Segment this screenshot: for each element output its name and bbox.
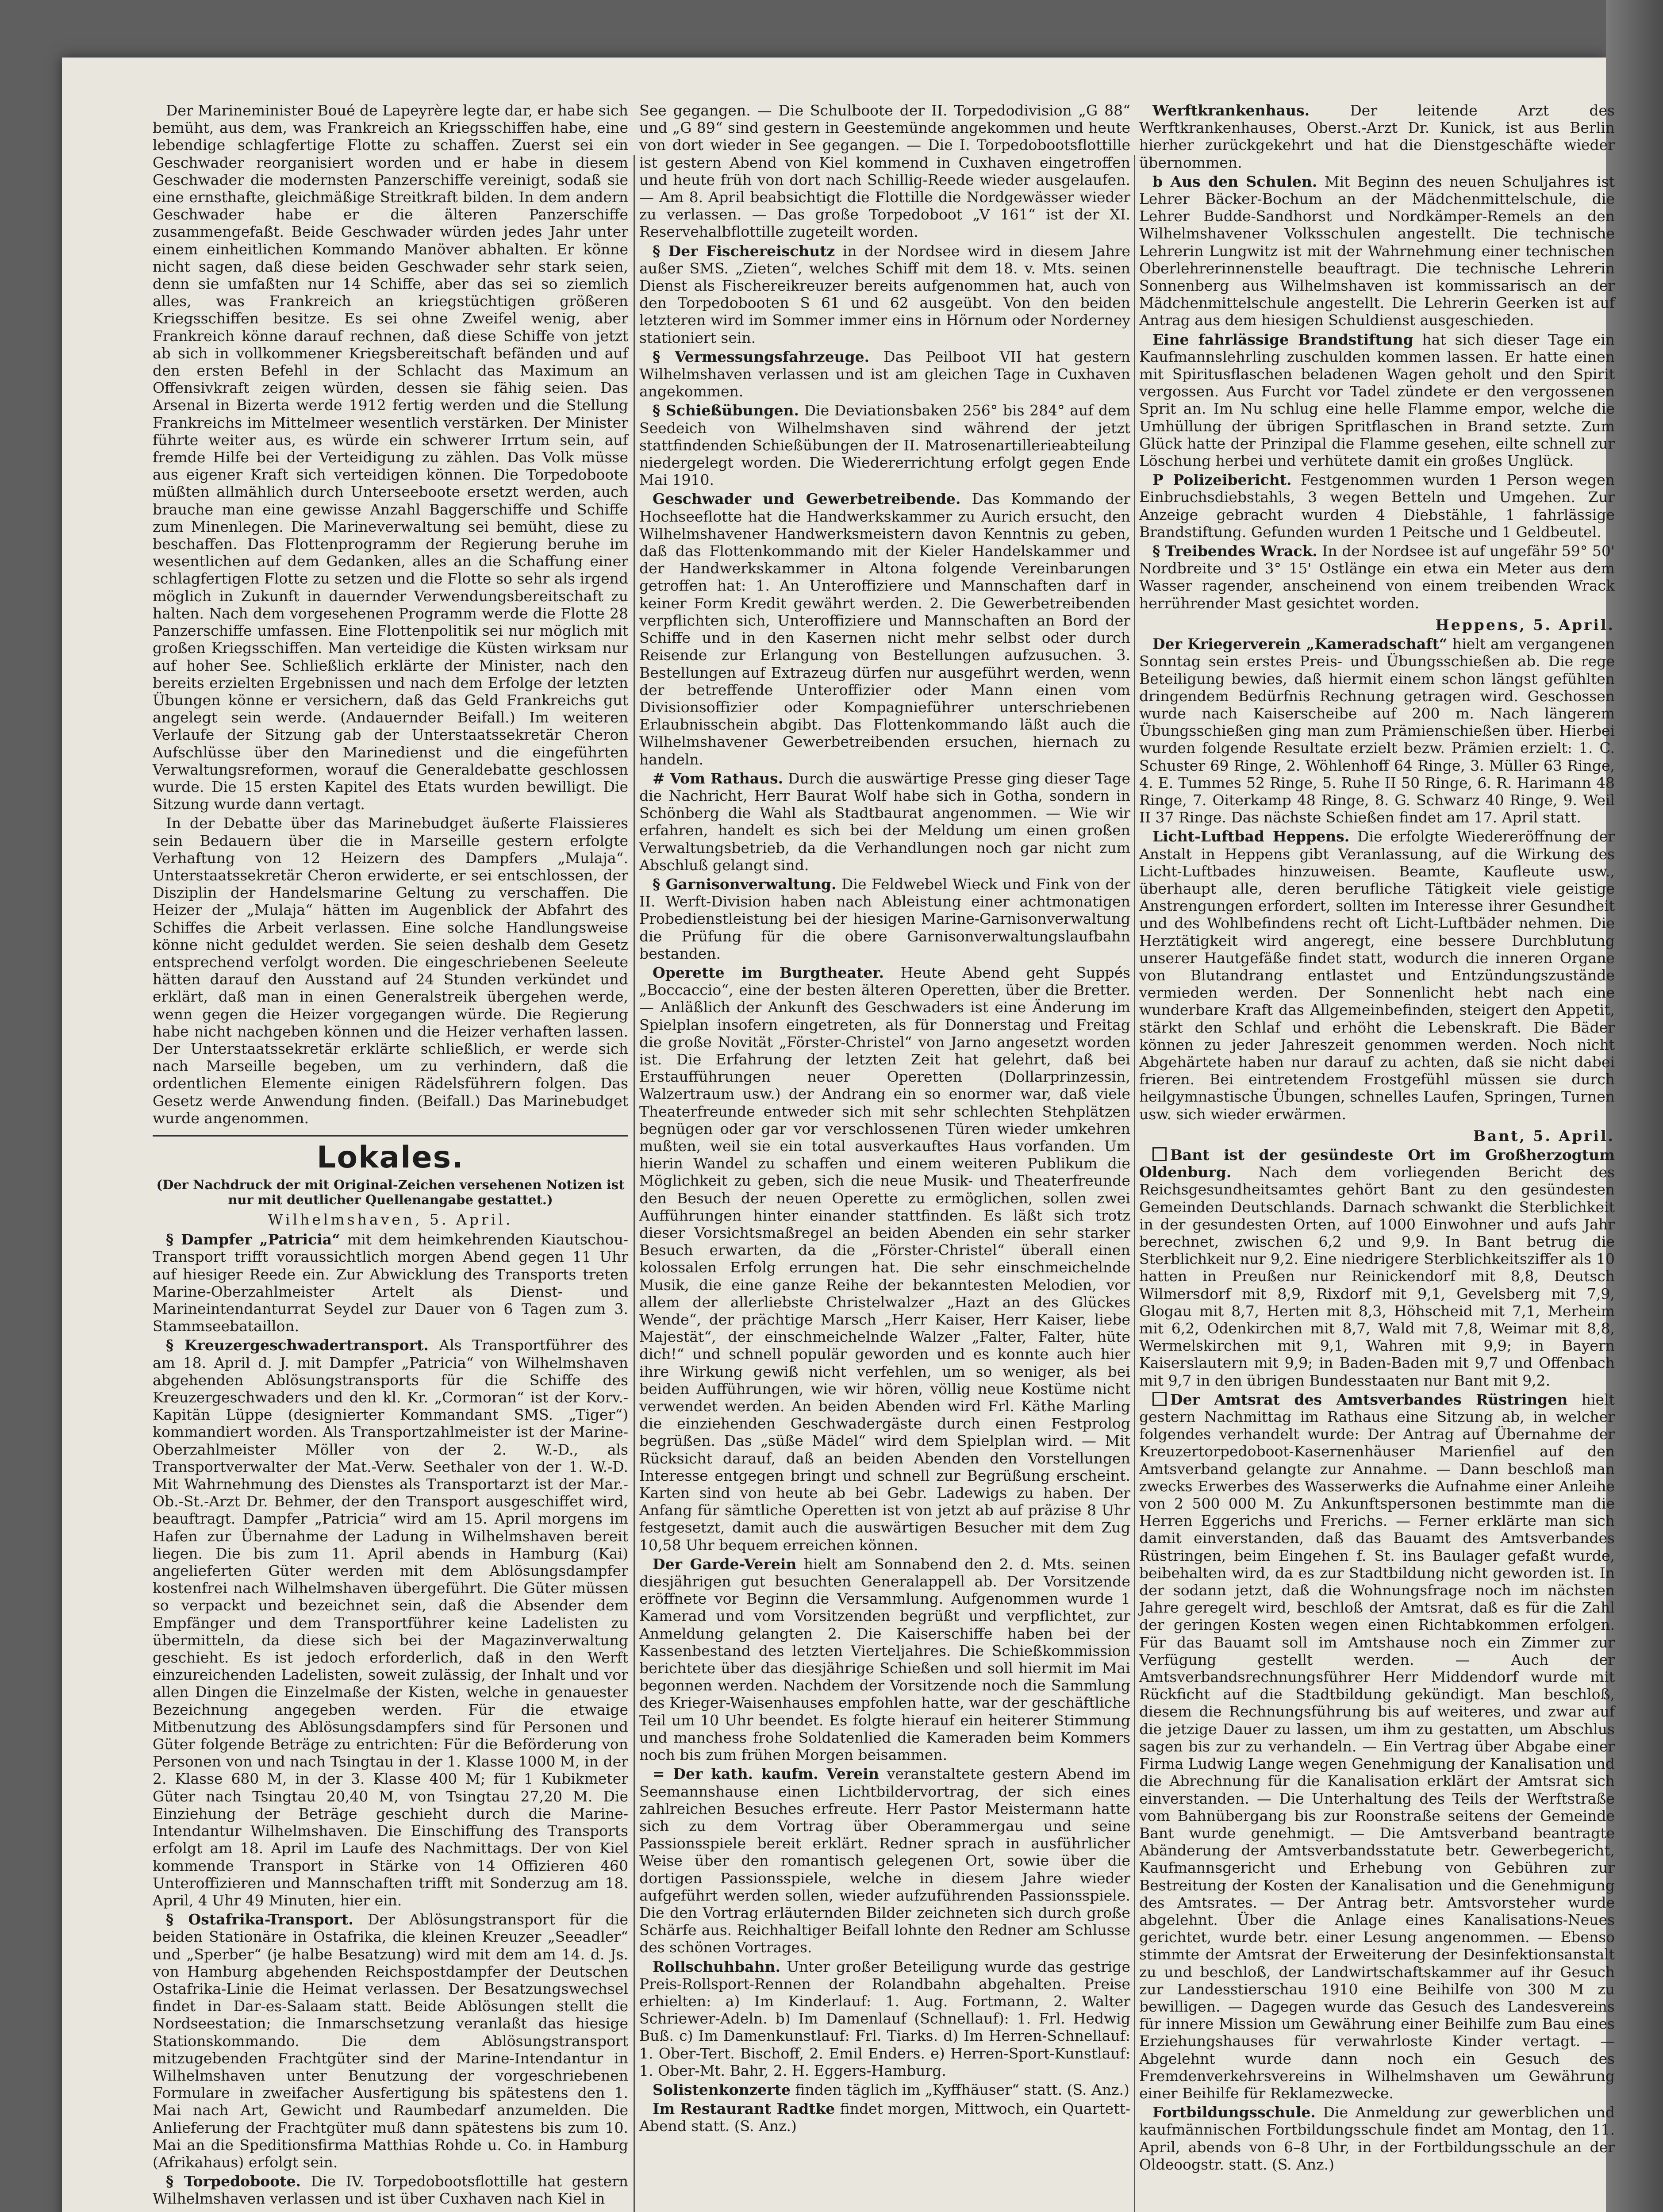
article	[639, 1958, 1130, 2079]
article-heading: = Der kath. kaufm. Verein	[653, 1765, 879, 1783]
article	[639, 964, 1130, 1554]
article-text: Unter großer Beteiligung wurde das gestrige Preis-Rollsport-Rennen der Rolandbahn abgehalten. Preise erhielten: a) Im Kinderlauf: 1. Aug. Fortmann, 2. Walter Schriewer-Adeln. b) Im Damenlauf (Schnellauf): 1. Frl. Hedwig Buß. c) Im Damenkunstlauf: Frl. Tiarks. d) Im Herren-Schnellauf: 1. Ober-Tert. Bischoff, 2. Emil Enders. e) Herren-Sport-Kunstlauf: 1. Ober-Mt. Bahr, 2. H. Eggers-Hamburg.	[639, 1958, 1130, 2079]
article-text: Die IV. Torpedobootsflottille hat gestern Wilhelmshaven verlassen und ist über Cuxhaven nach Kiel in	[153, 2173, 628, 2208]
article-heading: Rollschuhbahn.	[653, 1958, 781, 1975]
box-mark-icon	[1152, 1392, 1167, 1406]
article-heading: P Polizeibericht.	[1152, 471, 1292, 489]
article-text: finden täglich im „Kyffhäuser“ statt. (S. Anz.)	[795, 2081, 1129, 2098]
article-heading: Licht-Luftbad Heppens.	[1152, 828, 1350, 845]
article	[1139, 635, 1615, 826]
article	[639, 1765, 1130, 1956]
article-text: See gegangen. — Die Schulboote der II. Torpedodivision „G 88“ und „G 89“ sind gestern in Geestemünde angekommen und heute von dort wieder in See gegangen. — Die I. Torpedobootsflottille ist gestern Abend von Kiel kommend in Cuxhaven eingetroffen und heute früh von dort nach Schillig-Reede wieder ausgelaufen. — Am 8. April beabsichtigt die Flottille die Nordgewässer wieder zu verlassen. — Das große Torpedoboot „V 161“ ist der XI. Reservehalbflottille zugeteilt worden.	[639, 102, 1130, 241]
article-heading: Werftkrankenhaus.	[1152, 102, 1310, 119]
article-text: hielt am vergangenen Sonntag sein erstes Preis- und Übungsschießen ab. Die rege Beteiligung bewies, daß hiermit einem schon längst gefühlten dringendem Bedürfnis Rechnung getragen wird. Geschossen wurde nach Kaiserscheibe auf 200 m. Nach längerem Übungsschießen ging man zum Prämienschießen über. Hierbei wurden folgende Resultate erzielt bezw. Prämien erzielt: 1. C. Schuster 69 Ringe, 2. Wöhlenhoff 64 Ringe, 3. Müller 63 Ringe, 4. E. Tummes 52 Ringe, 5. Ruhe II 50 Ringe, 6. R. Harimann 48 Ringe, 7. Oiterkamp 48 Ringe, 8. G. Schwarz 40 Ringe, 9. Weil II 37 Ringe. Das nächste Schießen findet am 17. April statt.	[1139, 635, 1615, 826]
article-text: Mit Beginn des neuen Schuljahres ist Lehrer Bäcker-Bochum an der Mädchenmittelschule, die Lehrer Budde-Sandhorst und Nordkämper-Remels an den Wilhelmshavener Volksschulen angestellt. Die technische Lehrerin Lungwitz ist mit der Wahrnehmung einer technischen Oberlehrerinnenstelle beauftragt. Die technische Lehrerin Sonnenberg aus Wilhelmshaven ist kommissarisch an der Mädchenmittelschule angestellt. Die Lehrerin Geerken ist auf Antrag aus dem hiesigen Schuldienst ausgeschieden.	[1139, 173, 1615, 329]
article	[153, 2173, 628, 2207]
article-heading: § Ostafrika-Transport.	[166, 1911, 353, 1928]
article-heading: Fortbildungsschule.	[1152, 2104, 1316, 2121]
article-paragraph: Der Marineminister Boué de Lapeyrère legte dar, er habe sich bemüht, aus dem, was Frankreich an Kriegsschiffen habe, eine lebendige schlagfertige Flotte zu schaffen. Zuerst sei ein Geschwader reorganisiert worden und er habe in diesem Geschwader die modernsten Panzerschiffe vereinigt, sodaß sie eine ernsthafte, gleichmäßige Streitkraft bilden. In dem andern Geschwader habe er die älteren Panzerschiffe zusammengefaßt. Beide Geschwader würden jedes Jahr unter einem einheitlichen Kommando Manöver abhalten. Er könne nicht sagen, daß diese beiden Geschwader sehr stark seien, denn sie umfaßten nur 14 Schiffe, aber das sei so ziemlich alles, was Frankreich an kriegstüchtigen größeren Kriegsschiffen besitze. Es sei ohne Zweifel wenig, aber Frankreich könne darauf rechnen, daß diese Schiffe von jetzt ab sich in vollkommener Kriegsbereitschaft befänden und auf den ersten Befehl in der Schlacht das Maximum an Offensivkraft zeigen würden, dessen sie fähig seien. Das Arsenal in Bizerta werde 1912 fertig werden und die Stellung Frankreichs im Mittelmeer wesentlich verstärken. Der Minister führte weiter aus, es würde ein schwerer Irrtum sein, auf fremde Hilfe bei der Verteidigung zu zählen. Das Volk müsse aus eigener Kraft sich verteidigen können. Die Torpedoboote müßten allmählich durch Unterseeboote ersetzt werden, auch brauche man eine gewisse Anzahl Baggerschiffe und Schiffe zum Minenlegen. Die Marineverwaltung sei bemüht, diese zu beschaffen. Das Flottenprogramm der Regierung beruhe im wesentlichen auf dem Gedanken, alles an die Schaffung einer schlagfertigen Flotte zu setzen und die Flotte so sehr als irgend möglich in Zukunft in dauernder Verwendungsbereitschaft zu halten. Nach dem vorgesehenen Programm werde die Flotte 28 Panzerschiffe umfassen. Eine Flottenpolitik sei nur möglich mit großen Kriegsschiffen. Man verteidige die Küsten wirksam nur auf hoher See. Schließlich erklärte der Minister, nach den bereits erzielten Ergebnissen und nach dem Erfolge der letzten Übungen könne er versichern, daß das Geld Frankreichs gut angelegt sein werde. (Andauernder Beifall.) Im weiteren Verlaufe der Sitzung gab der Unterstaatssekretär Cheron Aufschlüsse über den Marinedienst und die eingeführten Verwaltungsreformen, worauf die Generaldebatte geschlossen wurde. Die 15 ersten Kapitel des Etats wurden bewilligt. Die Sitzung wurde dann vertagt.	[153, 102, 628, 813]
article	[639, 348, 1130, 400]
article	[1139, 828, 1615, 1122]
article-text: veranstaltete gestern Abend im Seemannshause einen Lichtbildervortrag, der sich eines zahlreichen Besuches erfreute. Herr Pastor Meistermann hatte sich zu dem Vortrag über Oberammergau und seine Passionsspiele bereit erklärt. Redner sprach in ausführlicher Weise über den romantisch gelegenen Ort, sowie über die dortigen Passionsspiele, welche in diesem Jahre wieder aufgeführt werden sollen, wieder aufzuführenden Passionsspiele. Die den Vortrag erläuternden Bilder zeichneten sich durch große Schärfe aus. Reichhaltiger Beifall lohnte den Redner am Schlusse des schönen Vortrages.	[639, 1765, 1130, 1956]
article-text: Das Peilboot VII hat gestern Wilhelmshaven verlassen und ist am gleichen Tage in Cuxhaven angekommen.	[639, 348, 1131, 400]
article	[1139, 1146, 1615, 1389]
article	[1139, 1391, 1615, 2102]
article-text: Das Kommando der Hochseeflotte hat die Handwerkskammer zu Aurich ersucht, den Wilhelmshavener Handwerksmeistern davon Kenntnis zu geben, daß das Flottenkommando mit der Kieler Handelskammer und der Handwerkskammer in Altona folgende Vereinbarungen getroffen hat: 1. An Unteroffiziere und Mannschaften darf in keiner Form Kredit gewährt werden. 2. Die Gewerbetreibenden verpflichten sich, Unteroffiziere und Mannschaften an Bord der Schiffe und in den Kasernen nicht mehr selbst oder durch Reisende zur Erlangung von Bestellungen aufzusuchen. 3. Bestellungen auf Extrazeug dürfen nur ausgeführt werden, wenn der betreffende Unteroffizier oder Mann einen vom Divisionsoffizier oder Kompagnieführer unterschriebenen Erlaubnisschein abgibt. Das Flottenkommando läßt auch die Wilhelmshavener Gewerbetreibenden ersuchen, hiernach zu handeln.	[639, 490, 1130, 768]
article-heading: Operette im Burgtheater.	[653, 964, 884, 981]
dateline: Wilhelmshaven, 5. April.	[268, 1210, 513, 1228]
article-heading: § Dampfer „Patricia“	[166, 1231, 341, 1248]
article-text: in der Nordsee wird in diesem Jahre außer SMS. „Zieten“, welches Schiff mit dem 18. v. Mts. seinen Dienst als Fischereikreuzer bereits aufgenommen hat, auch von den Torpedobooten S 61 und 62 ausgeübt. Von den beiden letzteren wird im Sommer immer eins in Hörnum oder Norderney stationiert sein.	[639, 242, 1130, 346]
article-text: Die Deviationsbaken 256° bis 284° auf dem Seedeich von Wilhelmshaven sind während der jetzt stattfindenden Schießübungen der II. Matrosenartillerieabteilung niedergelegt worden. Die Wiedererrichtung erfolgt gegen Ende Mai 1910.	[639, 402, 1130, 489]
article-heading: Eine fahrlässige Brandstiftung	[1152, 330, 1413, 348]
article	[639, 770, 1130, 874]
article-text: hielt am Sonnabend den 2. d. Mts. seinen diesjährigen gut besuchten Generalappell ab. Der Vorsitzende eröffnete vor Beginn die Versammlung. Aufgenommen wurde 1 Kamerad und vom Vorsitzenden begrüßt und verpflichtet, zur Anmeldung gelangten 2. Die Kaiserschiffe haben bei der Kassenbestand des letzten Vierteljahres. Die Schießkommission berichtete über das diesjährige Schießen und soll hiermit im Mai begonnen werden. Nachdem der Vorsitzende noch die Sammlung des Krieger-Waisenhauses empfohlen hatte, war der geschäftliche Teil um 10 Uhr beendet. Es folgte hierauf ein heiterer Stimmung und manchess frohe Soldatenlied die Kameraden beim Kommers noch bis zum frühen Morgen beisammen.	[639, 1555, 1130, 1764]
article-text: Festgenommen wurden 1 Person wegen Einbruchsdiebstahls, 3 wegen Betteln und Umgehen. Zur Anzeige gebracht wurden 4 Diebstähle, 1 fahrlässige Brandstiftung. Gefunden wurden 1 Peitsche und 1 Geldbeutel.	[1139, 471, 1615, 541]
article-text: Die Feldwebel Wieck und Fink von der II. Werft-Division haben nach Ableistung einer achtmonatigen Probedienstleistung bei der hiesigen Marine-Garnisonverwaltung die Prüfung für die obere Garnisonverwaltungslaufbahn bestanden.	[639, 875, 1130, 962]
article	[1139, 542, 1615, 612]
article	[639, 2081, 1130, 2098]
article-text: Der leitende Arzt des Werftkrankenhauses, Oberst.-Arzt Dr. Kunick, ist aus Berlin hierher zurückgekehrt und hat die Dienstgeschäfte wieder übernommen.	[1139, 102, 1615, 171]
column-rule	[1134, 155, 1135, 2212]
article	[1139, 173, 1615, 329]
article	[1139, 2104, 1615, 2173]
article-heading: Solistenkonzerte	[653, 2081, 791, 2098]
column-middle	[639, 102, 1130, 2137]
article	[153, 1231, 628, 1335]
dateline: Bant, 5. April.	[1473, 1127, 1615, 1144]
article-text: Nach dem vorliegenden Bericht des Reichsgesundheitsamtes gehört Bant zu den gesündesten Gemeinden Deutschlands. Darnach schwankt die Sterblichkeit in der gesundesten Orten, auf 1000 Einwohner und aufs Jahr berechnet, zwischen 6,2 und 9,9. In Bant betrug die Sterblichkeit nur 9,2. Eine niedrigere Sterblichkeitsziffer als 10 hatten in Preußen nur Reinickendorf mit 8,8, Deutsch Wilmersdorf mit 8,9, Rixdorf mit 9,1, Gevelsberg mit 7,9, Glogau mit 8,7, Herten mit 8,3, Höhscheid mit 7,1, Merheim mit 6,2, Odenkirchen mit 8,7, Wald mit 7,8, Weimar mit 8,8, Wermelskirchen mit 9,1, Wahren mit 9,9; in Bayern Kaiserslautern mit 9,9; in Baden-Baden mit 9,7 und Offenbach mit 9,7 in den übrigen Bundesstaaten nur Bant mit 9,2.	[1139, 1164, 1615, 1389]
dateline: Heppens, 5. April.	[1435, 616, 1615, 634]
article-heading: § Schießübungen.	[653, 402, 799, 419]
article	[1139, 102, 1615, 171]
article-text: In der Nordsee ist auf ungefähr 59° 50' Nordbreite und 3° 15' Ostlänge ein etwa ein Meter aus dem Wasser ragender, anscheinend von einem treibenden Wrack herrührender Mast gesichtet worden.	[1139, 542, 1615, 612]
section-title: Lokales.	[317, 1140, 464, 1175]
article-heading: b Aus den Schulen.	[1152, 173, 1317, 190]
article-heading: § Kreuzergeschwadertransport.	[166, 1336, 429, 1354]
article-text: hielt gestern Nachmittag im Rathaus eine Sitzung ab, in welcher folgendes verhandelt wurde: Der Antrag auf Übernahme der Kreuzertorpedoboot-Kasernenhäuser Marienfiel auf den Amtsverband gelangte zur Annahme. — Dann beschloß man zwecks Erwerbes des Wasserwerks die Aufnahme einer Anleihe von 2 500 000 M. Zu Ankunftspersonen bestimmte man die Herren Eggerichs und Frerichs. — Ferner erklärte man sich damit einverstanden, daß das Bauamt des Amtsverbandes Rüstringen, beim Eingehen f. St. ins Baulager gefaßt wurde, beibehalten wird, da es zur Stadtbildung nicht geworden ist. In der sodann jetzt, daß die Wohnungsfrage noch im nächsten Jahre geregelt wird, beschloß der Amtsrat, daß es für die Zahl der geringen Kosten wegen einen Richtabkommen erfolgen. Für das Bauamt soll im Amtshause noch ein Zimmer zur Verfügung gestellt werden. — Auch der Amtsverbandsrechnungsführer Herr Middendorf wurde mit Rückficht auf die Stadtbildung gekündigt. Man beschloß, diesem die Rechnungsführung bis auf weiteres, und zwar auf die jetzige Dauer zu lassen, um ihm zu gestatten, um Abschlus sagen bis zur zu verhandeln. — Ein Vertrag über Abgabe einer Firma Ludwig Lange wegen Genehmigung der Kanalisation und die Abrechnung für die Kanalisation erklärt der Amtsrat sich einverstanden. — Die Unterhaltung des Teils der Werftstraße vom Bahnübergang bis zur Roonstraße seitens der Gemeinde Bant wurde genehmigt. — Die Amtsverband beantragte Abänderung der Amtsverbandsstatute betr. Gewerbegericht, Kaufmannsgericht und Erhebung von Gebühren zur Bestreitung der Kosten der Kanalisation und die Genehmigung des Amtsrates. — Der Antrag betr. Amtsvorsteher wurde abgelehnt. Über die Anlage eines Kanalisations-Neues gerichtet, wurde betr. einer Lesung angenommen. — Ebenso stimmte der Amtsrat der Erweiterung der Desinfektionsanstalt zu und beschloß, der Landwirtschaftskammer auf ihr Gesuch zur Landesstierschau 1910 eine Beihilfe von 300 M zu bewilligen. — Dagegen wurde das Gesuch des Landesvereins für innere Mission um Gewährung einer Beihilfe zum Bau eines Erziehungshauses für verwahrloste Kinder vertagt. — Abgelehnt wurde dann noch ein Gesuch des Fremdenverkehrsvereins in Wilhelmshaven um Gewährung einer Beihilfe für Reklamezwecke.	[1139, 1390, 1615, 2102]
article	[639, 102, 1130, 241]
article-heading: § Vermessungsfahrzeuge.	[653, 348, 870, 365]
article-text: findet morgen, Mittwoch, ein Quartett-Abend statt. (S. Anz.)	[639, 2100, 1131, 2135]
column-right	[1139, 102, 1615, 2175]
article	[639, 242, 1130, 346]
article-heading: Der Amtsrat des Amtsverbandes Rüstringen	[1170, 1390, 1568, 1408]
article-text: Die erfolgte Wiedereröffnung der Anstalt in Heppens gibt Veranlassung, auf die Wirkung des Licht-Luftbades hinzuweisen. Beamte, Kaufleute usw., überhaupt alle, deren berufliche Tätigkeit viele geistige Anstrengungen erfordert, sollten im Interesse ihrer Gesundheit und des Wohlbefindens recht oft Licht-Luftbäder nehmen. Die Herztätigkeit wird angeregt, eine bessere Durchblutung unserer Hautgefäße findet statt, wodurch die inneren Organe von Blutandrang entlastet und Entzündungszustände vermieden werden. Der Sonnenlicht hebt nach eine wunderbare Kraft das Allgemeinbefinden, steigert den Appetit, stärkt den Schlaf und erhöht die Lebenskraft. Die Bäder können zu jeder Jahreszeit genommen werden. Noch nicht Abgehärtete haben nur darauf zu achten, daß sie nicht dabei frieren. Bei eintretendem Frostgefühl müssen sie durch heilgymnastische Übungen, schnelles Laufen, Springen, Turnen usw. sich wieder erwärmen.	[1139, 828, 1615, 1123]
article-heading: Im Restaurant Radtke	[653, 2100, 835, 2118]
article	[639, 2100, 1130, 2135]
article	[1139, 331, 1615, 470]
article-heading: Der Garde-Verein	[653, 1555, 797, 1573]
article	[153, 1336, 628, 1909]
article-text: mit dem heimkehrenden Kiautschou-Transport trifft voraussichtlich morgen Abend gegen 11 Uhr auf hiesiger Reede ein. Zur Abwicklung des Transports treten Marine-Oberzahlmeister Artelt als Dienst- und Marineintendanturrat Seydel zur Dauer von 6 Tagen zum 3. Stammseebataillon.	[153, 1231, 628, 1335]
article-heading: # Vom Rathaus.	[653, 769, 783, 787]
article	[1139, 471, 1615, 541]
column-rule	[634, 155, 635, 2212]
article-heading: § Der Fischereischutz	[653, 242, 835, 260]
article-heading: § Torpedoboote.	[166, 2173, 301, 2190]
article	[639, 490, 1130, 768]
article-heading: Der Kriegerverein „Kameradschaft“	[1152, 635, 1448, 653]
article-text: Durch die auswärtige Presse ging dieser Tage die Nachricht, Herr Baurat Wolf habe sich in Gotha, sondern in Schönberg die Wahl als Stadtbaurat angenommen. — Wie wir erfahren, handelt es sich bei der Meldung um einen großen Verwaltungsbetrieb, da die Verhandlungen noch gar nicht zum Abschluß gelangt sind.	[639, 769, 1131, 874]
article	[153, 1911, 628, 2171]
article-heading: § Treibendes Wrack.	[1152, 542, 1317, 560]
article-heading: § Garnisonverwaltung.	[653, 875, 837, 893]
box-mark-icon	[1152, 1147, 1167, 1161]
article-text: Heute Abend geht Suppés „Boccaccio“, eine der besten älteren Operetten, über die Bretter. — Anläßlich der Ankunft des Geschwaders ist eine Änderung im Spielplan insofern eingetreten, als für Donnerstag und Freitag die große Novität „Förster-Christel“ von Jarno angesetzt worden ist. Die Erfahrung der letzten Zeit hat gelehrt, daß bei Erstaufführungen neuer Operetten (Dollarprinzessin, Walzertraum usw.) der Andrang ein so enormer war, daß viele Theaterfreunde entweder sich mit sehr schlechten Stehplätzen begnügen oder gar vor verschlossenen Türen wieder umkehren mußten, weil sie ein total ausverkauftes Haus vorfanden. Um hierin Wandel zu schaffen und einem weiteren Publikum die Möglichkeit zu geben, sich die neue Musik- und Theaterfreunde den Besuch der neuen Operette zu ermöglichen, sollen zwei Aufführungen hinter einander stattfinden. Es läßt sich trotz dieser Vorsichtsmaßregel an beiden Abenden ein sehr starker Besuch erwarten, da die „Förster-Christel“ überall einen kolossalen Erfolg errungen hat. Die sehr einschmeichelnde Musik, die eine ganze Reihe der bekanntesten Melodien, vor allem der allerliebste Christelwalzer „Hazt an des Glückes Wende“, der prächtige Marsch „Herr Kaiser, Herr Kaiser, liebe Majestät“, der einschmeichelnde Walzer „Falter, Falter, hüte dich!“ und schnell populär geworden und es konnte auch hier ihre Wirkung gewiß nicht verfehlen, um so weniger, als bei beiden Aufführungen, wie wir hören, völlig neue Kostüme nicht verwendet werden. An beiden Abenden wird Frl. Käthe Marling die einziehenden Geschwadergäste durch einen Festprolog begrüßen. Das „süße Mädel“ wird dem Spielplan wird. — Mit Rücksicht darauf, daß an beiden Abenden den Vorstellungen Interesse entgegen bringt und schnell zur Begrüßung erscheint. Karten sind von heute ab bei Gebr. Ladewigs zu haben. Der Anfang für sämtliche Operetten ist von jetzt ab auf präzise 8 Uhr festgesetzt, damit auch die auswärtigen Besucher mit dem Zug 10,58 Uhr bequem erreichen können.	[639, 964, 1130, 1554]
article-text: Als Transportführer des am 18. April d. J. mit Dampfer „Patricia“ von Wilhelmshaven abgehenden Ablösungstransports für die Schiffe des Kreuzergeschwaders und den kl. Kr. „Cormoran“ ist der Korv.-Kapitän Lüppe (designierter Kommandant SMS. „Tiger“) kommandiert worden. Als Transportzahlmeister ist der Marine-Oberzahlmeister Möller von der 2. W.-D., als Transportverwalter der Mat.-Verw. Seethaler von der 1. W.-D. Mit Wahrnehmung des Dienstes als Transportarzt ist der Mar.-Ob.-St.-Arzt Dr. Behmer, der den Transport ausgeschiffet wird, beauftragt. Dampfer „Patricia“ wird am 15. April morgens im Hafen zur Übernahme der Ladung in Wilhelmshaven bereit liegen. Die bis zum 11. April abends in Hamburg (Kai) angelieferten Güter werden mit dem Ablösungsdampfer kostenfrei nach Wilhelmshaven übergeführt. Die Güter müssen so verpackt und bezeichnet sein, daß die Absender dem Empfänger und dem Transportführer keine Ladelisten zu übermitteln, da diese sich bei der Magazinverwaltung geschieht. Es ist jedoch erforderlich, daß in den Werft einzureichenden Ladelisten, soweit zulässig, der Inhalt und vor allen Dingen die Einzelmaße der Kisten, welche in genauester Bezeichnung angegeben werden. Für die etwaige Mitbenutzung des Ablösungsdampfers sind für Personen und Güter folgende Beträge zu entrichten: Für die Beförderung von Personen von und nach Tsingtau in der 1. Klasse 1000 M, in der 2. Klasse 680 M, in der 3. Klasse 400 M; für 1 Kubikmeter Güter nach Tsingtau 20,40 M, von Tsingtau 27,20 M. Die Einziehung der Beträge geschieht durch die Marine-Intendantur Wilhelmshaven. Die Einschiffung des Transports erfolgt am 18. April im Laufe des Nachmittags. Der von Kiel kommende Transport in Stärke von 14 Offizieren 460 Unteroffizieren und Mannschaften trifft mit Sonderzug am 18. April, 4 Uhr 49 Minuten, hier ein.	[153, 1336, 628, 1909]
article-paragraph: In der Debatte über das Marinebudget äußerte Flaissieres sein Bedauern über die in Marseille gestern erfolgte Verhaftung von 12 Heizern des Dampfers „Mulaja“. Unterstaatssekretär Cheron erwiderte, er sei entschlossen, der Disziplin der Handelsmarine Geltung zu verschaffen. Die Heizer der „Mulaja“ hätten im Augenblick der Abfahrt des Schiffes die Arbeit verlassen. Eine solche Handlungsweise könne nicht geduldet werden. Sie seien deshalb dem Gesetz entsprechend verfolgt worden. Die eingeschriebenen Seeleute hätten darauf den Ausstand auf 24 Stunden verkündet und erklärt, daß man in einen Generalstreik übergehen werde, wenn gegen die Heizer vorgegangen würde. Die Regierung habe nicht nachgeben können und die Heizer verhaften lassen. Der Unterstaatssekretär erklärte schließlich, er werde sich nach Marseille begeben, um zu verhindern, daß die ordentlichen Elemente einigen Rädelsführern folgen. Das Gesetz werde Anwendung finden. (Beifall.) Das Marinebudget wurde angenommen.	[153, 814, 628, 1127]
article-text: Der Ablösungstransport für die beiden Stationäre in Ostafrika, die kleinen Kreuzer „Seeadler“ und „Sperber“ (je halbe Besatzung) wird mit dem am 14. d. Js. von Hamburg abgehenden Reichspostdampfer der Deutschen Ostafrika-Linie die Heimat verlassen. Der Besatzungswechsel findet in Dar-es-Salaam statt. Beide Ablösungen stellt die Nordseestation; die Inmarschsetzung veranlaßt das hiesige Stationskommando. Die dem Ablösungstransport mitzugebenden Frachtgüter sind der Marine-Intendantur in Wilhelmshaven unter Benutzung der vorgeschriebenen Formulare in zweifacher Ausfertigung bis spätestens den 1. Mai nach Art, Gewicht und Raumbedarf anzumelden. Die Anlieferung der Frachtgüter muß dann spätestens bis zum 10. Mai an die Speditionsfirma Matthias Rohde u. Co. in Hamburg (Afrikahaus) erfolgt sein.	[153, 1911, 628, 2171]
article-heading: Bant ist der gesündeste Ort im Großherzogtum Oldenburg.	[1139, 1146, 1615, 1181]
article	[639, 876, 1130, 962]
reprint-notice: (Der Nachdruck der mit Original-Zeichen versehenen Notizen ist nur mit deutlicher Quellenangabe gestattet.)	[156, 1177, 625, 1207]
article-text: Die Anmeldung zur gewerblichen und kaufmännischen Fortbildungsschule findet am Montag, den 11. April, abends von 6–8 Uhr, in der Fortbildungsschule an der Oldeoogstr. statt. (S. Anz.)	[1139, 2104, 1615, 2173]
column-left	[153, 102, 628, 2209]
article-heading: Geschwader und Gewerbetreibende.	[653, 490, 961, 508]
article-text: hat sich dieser Tage ein Kaufmannslehrling zuschulden kommen lassen. Er hatte einen mit Spiritusflaschen beladenen Wagen geholt und den Spirit vergossen. Aus Furcht vor Tadel zündete er den vergossenen Sprit an. Im Nu schlug eine helle Flamme empor, welche die Umhüllung der übrigen Spritflaschen in Brand setzte. Zum Glück hatte der Prinzipal die Flamme gesehen, eilte schnell zur Löschung herbei und verhütete damit ein großes Unglück.	[1139, 330, 1615, 470]
article	[639, 1555, 1130, 1763]
article	[639, 402, 1130, 488]
section-divider	[153, 1135, 628, 1137]
